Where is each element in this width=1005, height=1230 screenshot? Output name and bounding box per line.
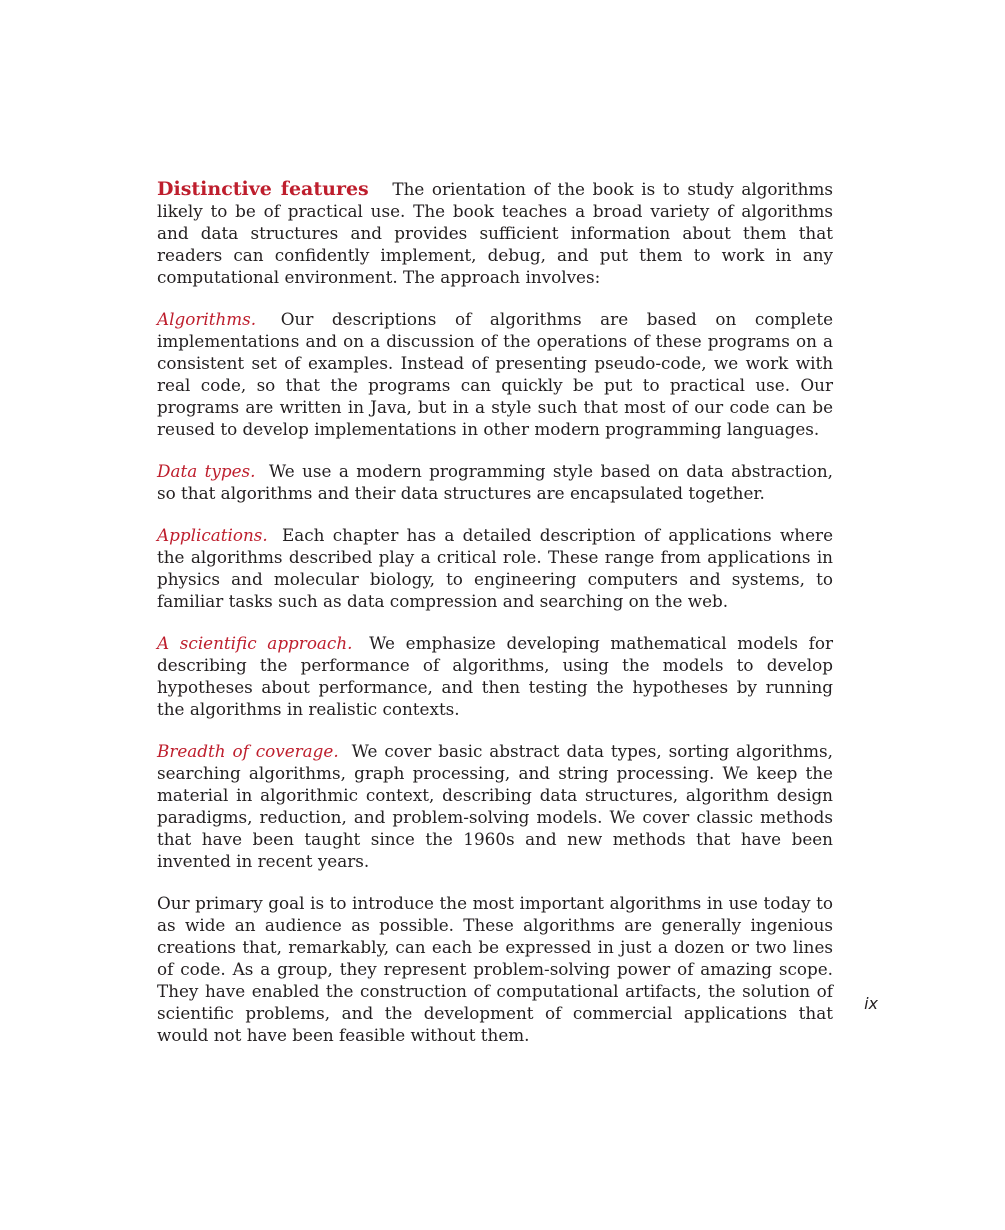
feature-text: Our descriptions of algorithms are based on complete implementations and on a discussion of the operations of these programs on a consistent set of examples. Instead of presenting pseudo-code, we work with real code, so that the programs can quickly be put to practical use. Our programs are written in Java, but in a style such that most of our code can be reused to develop implementations in other modern programming languages. [157,309,833,439]
page-number: ix [864,994,878,1013]
closing-paragraph: Our primary goal is to introduce the most important algorithms in use today to as wide an audience as possible. These algorithms are generally ingenious creations that, remarkably, can each be expressed in just a dozen or two lines of code. As a group, they represent problem-solving power of amazing scope. They have enabled the construction of computational artifacts, the solution of scientific problems, and the development of commercial applications that would not have been feasible without them. [157,893,833,1045]
feature-term: Data types. [157,461,256,481]
feature-text: Each chapter has a detailed description of applications where the algorithms described play a critical role. These range from applications in physics and molecular biology, to engineering computers and systems, to familiar tasks such as data compression and searching on the web. [157,525,833,611]
feature-paragraph-algorithms [157,308,833,440]
section-heading: Distinctive features [157,178,369,200]
feature-paragraph-applications [157,524,833,612]
feature-term: Algorithms. [157,309,257,329]
feature-paragraph-breadth-of-coverage [157,740,833,872]
feature-term: Breadth of coverage. [157,741,339,761]
intro-paragraph [157,178,833,288]
page-content [157,178,833,1066]
feature-paragraph-scientific-approach [157,632,833,720]
intro-text: The orientation of the book is to study algorithms likely to be of practical use. The book teaches a broad variety of algorithms and data structures and provides sufficient information about them that readers can confidently implement, debug, and put them to work in any computational environment. The approach involves: [157,179,834,287]
feature-term: Applications. [157,525,268,545]
feature-text: We emphasize developing mathematical models for describing the performance of algorithms, using the models to develop hypotheses about performance, and then testing the hypotheses by running the algorithms in realistic contexts. [157,633,833,719]
feature-text: We use a modern programming style based on data abstraction, so that algorithms and their data structures are encapsulated together. [157,461,833,503]
feature-term: A scientific approach. [157,633,353,653]
feature-text: We cover basic abstract data types, sorting algorithms, searching algorithms, graph processing, and string processing. We keep the material in algorithmic context, describing data structures, algorithm design paradigms, reduction, and problem-solving models. We cover classic methods that have been taught since the 1960s and new methods that have been invented in recent years. [157,741,833,871]
feature-paragraph-data-types [157,460,833,504]
